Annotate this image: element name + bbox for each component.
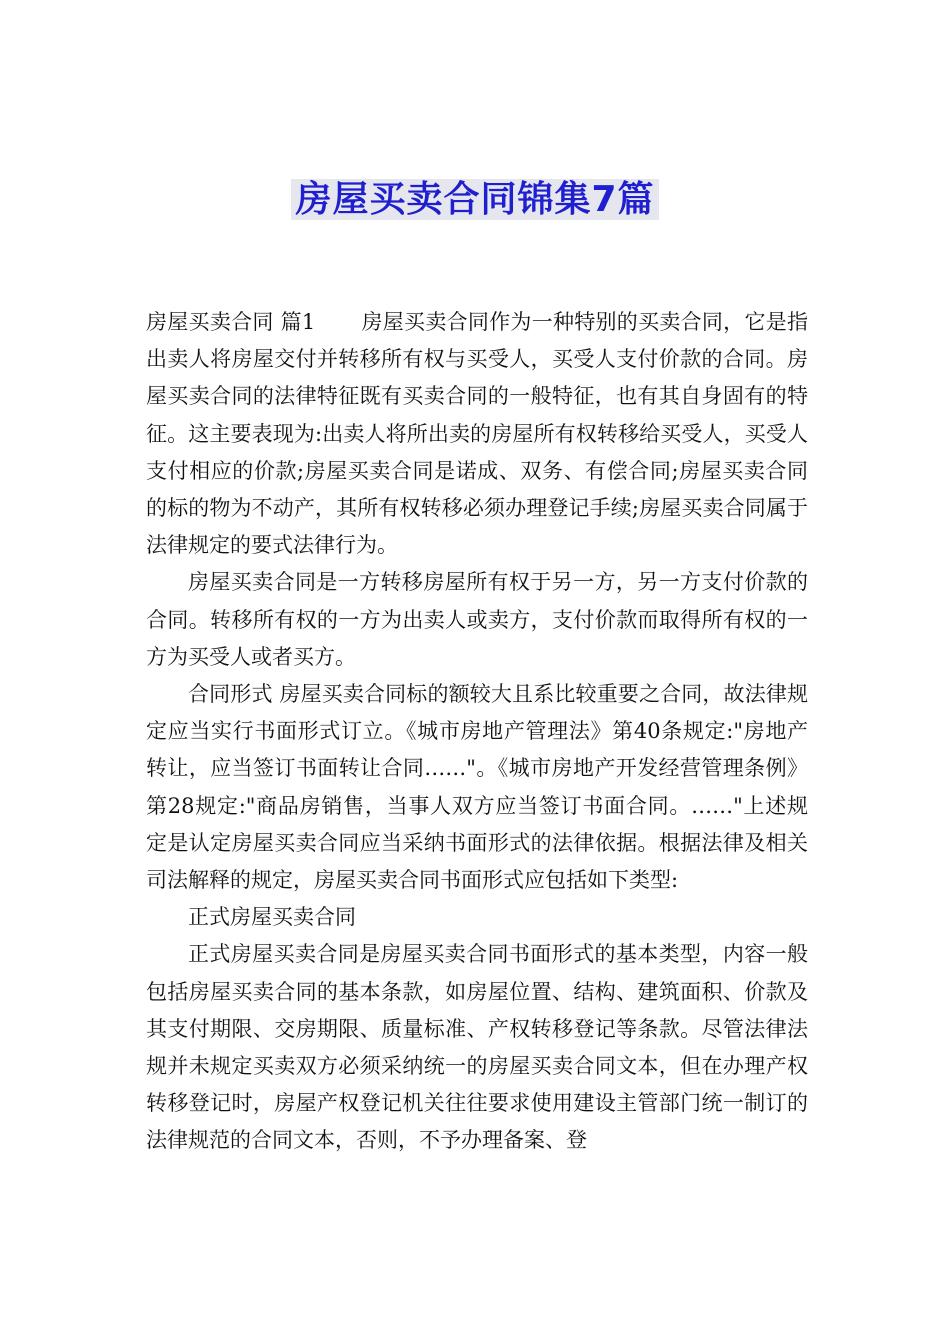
paragraph-1 (146, 304, 808, 564)
document-title-text: 房屋买卖合同锦集7篇 (291, 179, 658, 220)
paragraph-heading: 正式房屋买卖合同 (188, 905, 356, 930)
document-title (0, 176, 950, 224)
paragraph-3: 合同形式 房屋买卖合同标的额较大且系比较重要之合同，故法律规定应当实行书面形式订立。《城市房地产管理法》第40条规定:"房地产转让，应当签订书面转让合同……"。《城市房地产开发经营管理条例》第28规定:"商品房销售，当事人双方应当签订书面合同。……"上述规定是认定房屋买卖合同应当采纳书面形式的法律依据。根据法律及相关司法解释的规定，房屋买卖合同书面形式应包括如下类型: (146, 682, 808, 893)
paragraph-2: 房屋买卖合同是一方转移房屋所有权于另一方，另一方支付价款的合同。转移所有权的一方为出卖人或卖方，支付价款而取得所有权的一方为买受人或者买方。 (146, 570, 808, 669)
paragraph-1-text: 房屋买卖合同作为一种特别的买卖合同，它是指出卖人将房屋交付并转移所有权与买受人，买受人支付价款的合同。房屋买卖合同的法律特征既有买卖合同的一般特征，也有其自身固有的特征。这主要表现为:出卖人将所出卖的房屋所有权转移给买受人，买受人支付相应的价款;房屋买卖合同是诺成、双务、有偿合同;房屋买卖合同的标的物为不动产，其所有权转移必须办理登记手续;房屋买卖合同属于法律规定的要式法律行为。 (146, 310, 808, 558)
paragraph-5: 正式房屋买卖合同是房屋买卖合同书面形式的基本类型，内容一般包括房屋买卖合同的基本条款，如房屋位置、结构、建筑面积、价款及其支付期限、交房期限、质量标准、产权转移登记等条款。尽管法律法规并未规定买卖双方必须采纳统一的房屋买卖合同文本，但在办理产权转移登记时，房屋产权登记机关往往要求使用建设主管部门统一制订的法律规范的合同文本，否则，不予办理备案、登 (146, 942, 808, 1153)
section-label: 房屋买卖合同 篇1 (146, 310, 316, 334)
document-body (146, 304, 808, 1160)
